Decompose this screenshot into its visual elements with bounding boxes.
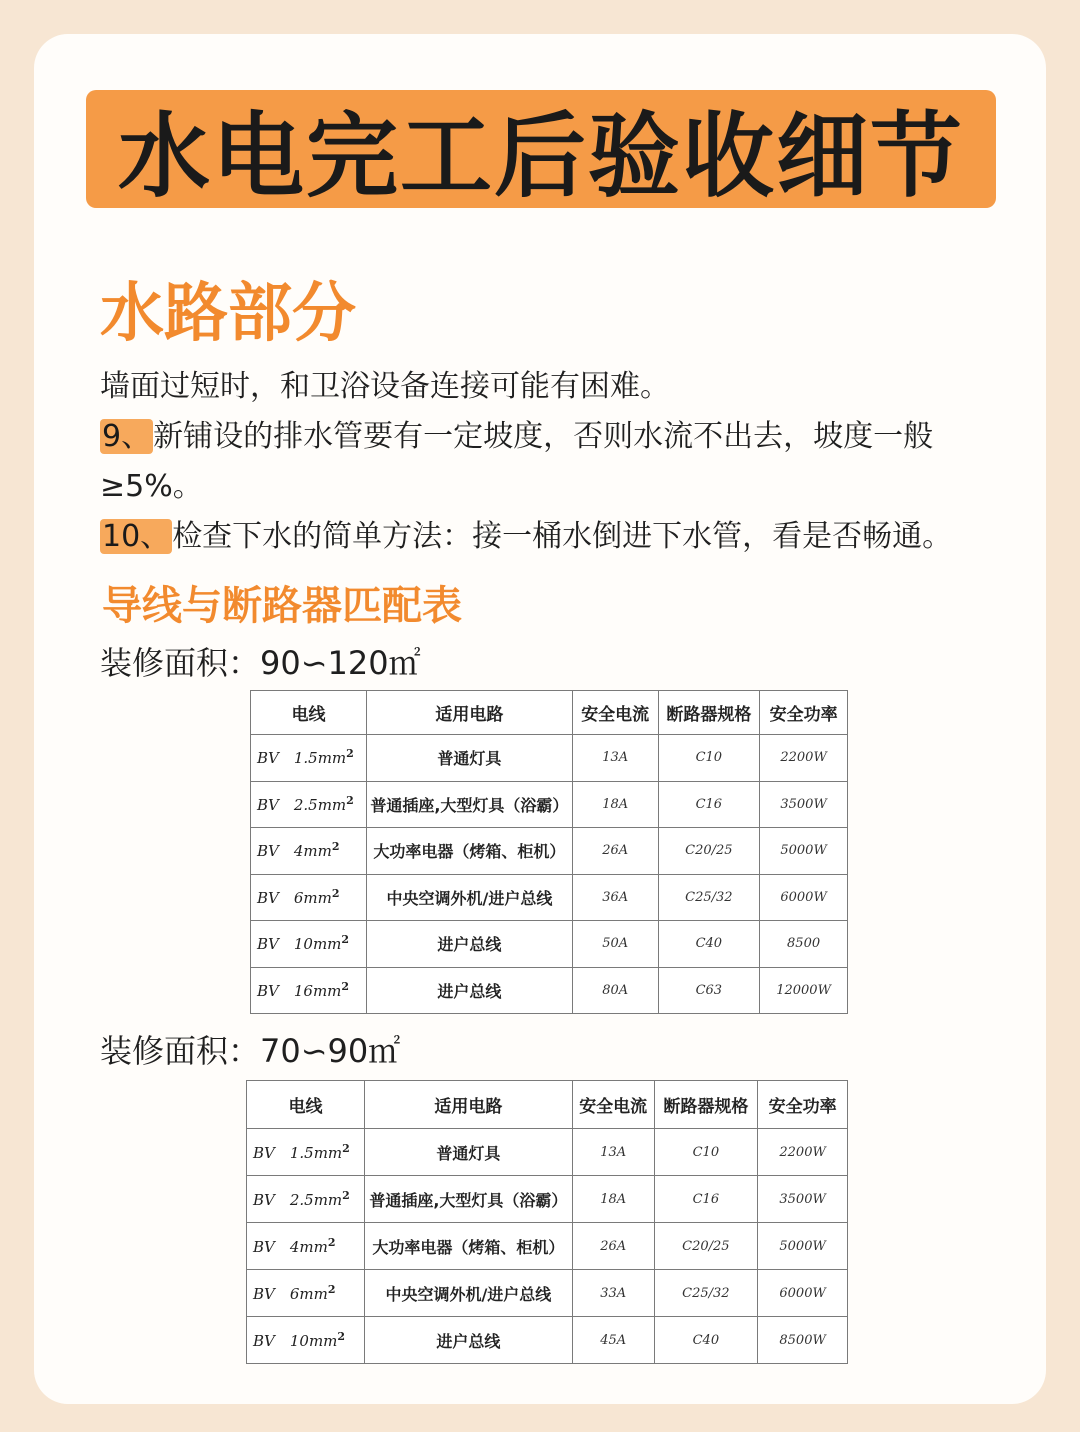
squared-mark: 2 (342, 1141, 350, 1155)
table-row (247, 1270, 848, 1317)
breaker-cell: C40 (654, 1317, 758, 1364)
header-power: 安全功率 (760, 691, 848, 735)
squared-mark: 2 (327, 1235, 336, 1249)
wire-cell: BV $1.5mm^2$ (251, 735, 367, 782)
table-row (251, 735, 848, 782)
wire-cell: BV $1.5mm^2$ (247, 1129, 365, 1176)
power-cell: 6000W (758, 1270, 848, 1317)
power-cell: 8500W (758, 1317, 848, 1364)
current-cell: 45A (572, 1317, 654, 1364)
table-row (251, 921, 848, 968)
header-current: 安全电流 (572, 691, 658, 735)
circuit-cell: 大功率电器（烤箱、柜机） (366, 828, 572, 875)
header-current: 安全电流 (572, 1081, 654, 1129)
wire-cell: BV $2.5mm^2$ (251, 781, 367, 828)
header-wire: 电线 (247, 1081, 365, 1129)
wire-cell: BV $16mm^2$ (251, 967, 367, 1014)
area-label-1: 装修面积：90∽120㎡ (100, 644, 421, 682)
breaker-cell: C63 (658, 967, 760, 1014)
section-heading: 水路部分 (100, 277, 356, 351)
breaker-cell: C10 (654, 1129, 758, 1176)
squared-mark: 2 (346, 793, 354, 807)
wire-cell: BV $4mm^2$ (251, 828, 367, 875)
squared-mark: 2 (331, 886, 340, 900)
paragraph-1-text: 墙面过短时，和卫浴设备连接可能有困难。 (100, 369, 670, 404)
paragraph-2-text: 新铺设的排水管要有一定坡度，否则水流不出去，坡度一般 (153, 419, 934, 454)
table-header-row (247, 1081, 848, 1129)
squared-mark: 2 (331, 840, 340, 854)
power-cell: 12000W (760, 967, 848, 1014)
circuit-cell: 进户总线 (366, 921, 572, 968)
current-cell: 26A (572, 828, 658, 875)
paragraph-3-text: 检查下水的简单方法：接一桶水倒进下水管，看是否畅通。 (172, 519, 953, 554)
wire-cell: BV $4mm^2$ (247, 1223, 365, 1270)
circuit-cell: 进户总线 (364, 1317, 572, 1364)
breaker-cell: C20/25 (658, 828, 760, 875)
table-row (251, 781, 848, 828)
breaker-cell: C16 (658, 781, 760, 828)
breaker-cell: C16 (654, 1176, 758, 1223)
current-cell: 80A (572, 967, 658, 1014)
power-cell: 8500 (760, 921, 848, 968)
header-circuit: 适用电路 (366, 691, 572, 735)
circuit-cell: 进户总线 (366, 967, 572, 1014)
current-cell: 13A (572, 1129, 654, 1176)
power-cell: 2200W (758, 1129, 848, 1176)
wire-cell: BV $10mm^2$ (247, 1317, 365, 1364)
breaker-cell: C25/32 (654, 1270, 758, 1317)
header-wire: 电线 (251, 691, 367, 735)
paragraph-2-continuation: ≥5%。 (100, 469, 203, 504)
breaker-cell: C25/32 (658, 874, 760, 921)
circuit-cell: 普通灯具 (366, 735, 572, 782)
header-breaker: 断路器规格 (654, 1081, 758, 1129)
item-number-10: 10、 (102, 519, 171, 554)
current-cell: 36A (572, 874, 658, 921)
area-label-2: 装修面积：70∽90㎡ (100, 1032, 401, 1070)
item-number-9: 9、 (102, 419, 152, 454)
page-title: 水电完工后验收细节 (117, 103, 964, 210)
power-cell: 6000W (760, 874, 848, 921)
breaker-cell: C40 (658, 921, 760, 968)
circuit-cell: 普通插座,大型灯具（浴霸） (366, 781, 572, 828)
breaker-cell: C10 (658, 735, 760, 782)
circuit-cell: 普通灯具 (364, 1129, 572, 1176)
paragraph-1 (100, 366, 670, 408)
table-subheading: 导线与断路器匹配表 (102, 583, 462, 629)
current-cell: 33A (572, 1270, 654, 1317)
wire-cell: BV $6mm^2$ (247, 1270, 365, 1317)
circuit-cell: 大功率电器（烤箱、柜机） (364, 1223, 572, 1270)
power-cell: 5000W (758, 1223, 848, 1270)
power-cell: 3500W (758, 1176, 848, 1223)
circuit-cell: 中央空调外机/进户总线 (364, 1270, 572, 1317)
squared-mark: 2 (342, 1188, 350, 1202)
table-row (251, 967, 848, 1014)
current-cell: 50A (572, 921, 658, 968)
table-row (251, 874, 848, 921)
power-cell: 5000W (760, 828, 848, 875)
header-circuit: 适用电路 (364, 1081, 572, 1129)
squared-mark: 2 (341, 979, 350, 993)
current-cell: 18A (572, 781, 658, 828)
paragraph-2-cont (100, 466, 203, 508)
table-row (247, 1129, 848, 1176)
squared-mark: 2 (346, 747, 354, 761)
circuit-cell: 中央空调外机/进户总线 (366, 874, 572, 921)
table-row (247, 1317, 848, 1364)
breaker-cell: C20/25 (654, 1223, 758, 1270)
wire-cell: BV $2.5mm^2$ (247, 1176, 365, 1223)
power-cell: 3500W (760, 781, 848, 828)
circuit-cell: 普通插座,大型灯具（浴霸） (364, 1176, 572, 1223)
squared-mark: 2 (341, 933, 350, 947)
wire-breaker-table-2 (246, 1080, 848, 1364)
table-row (247, 1176, 848, 1223)
table-header-row (251, 691, 848, 735)
squared-mark: 2 (337, 1329, 346, 1343)
table-row (247, 1223, 848, 1270)
squared-mark: 2 (327, 1282, 336, 1296)
header-power: 安全功率 (758, 1081, 848, 1129)
paragraph-2 (100, 416, 933, 458)
table-row (251, 828, 848, 875)
current-cell: 26A (572, 1223, 654, 1270)
wire-cell: BV $10mm^2$ (251, 921, 367, 968)
power-cell: 2200W (760, 735, 848, 782)
title-banner (86, 90, 996, 208)
header-breaker: 断路器规格 (658, 691, 760, 735)
paragraph-3 (100, 516, 952, 558)
wire-breaker-table-1 (250, 690, 848, 1014)
wire-cell: BV $6mm^2$ (251, 874, 367, 921)
current-cell: 13A (572, 735, 658, 782)
current-cell: 18A (572, 1176, 654, 1223)
